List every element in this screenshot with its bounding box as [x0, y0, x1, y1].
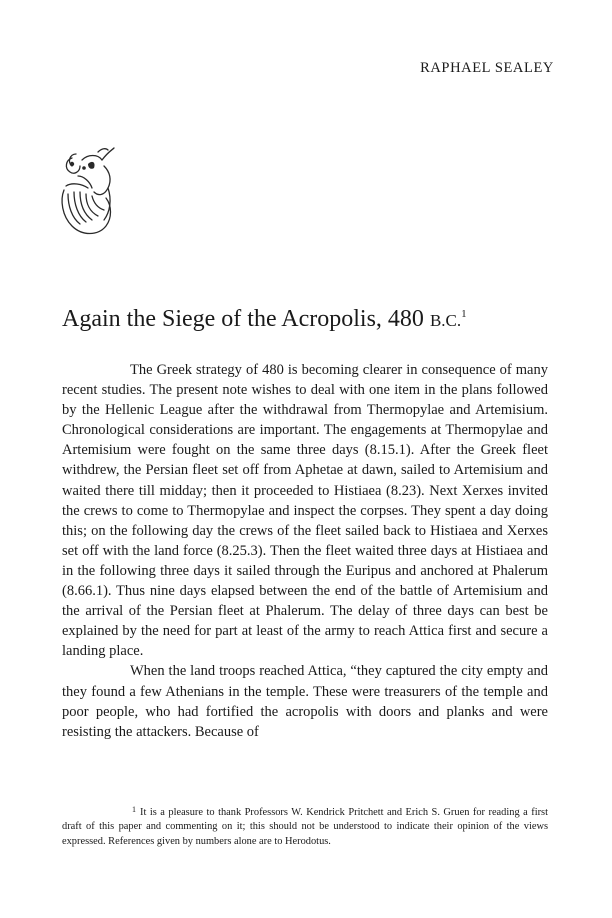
running-header-author: RAPHAEL SEALEY [420, 60, 554, 76]
article-title: Again the Siege of the Acropolis, 480 B.C.$^1$ [62, 306, 467, 332]
title-footnote-mark: 1 [461, 308, 467, 320]
footnote-mark: 1 [132, 805, 136, 814]
article-body [62, 360, 548, 742]
title-era: B.C. [429, 311, 462, 330]
footnote-text: It is a pleasure to thank Professors W. Kendrick Pritchett and Erich S. Gruen for reading a first draft of this paper and commenting on it; this should not be understood to indicate their opinion of the views expressed. References given by numbers alone are to Herodotus. [62, 807, 548, 847]
body-paragraph: When the land troops reached Attica, “they captured the city empty and they found a few Athenians in the temple. These were treasurers of the temple and poor people, who had fortified the acropolis with doors and planks and were resisting the attackers. Because of [62, 663, 548, 740]
body-paragraph: The Greek strategy of 480 is becoming clearer in consequence of many recent studies. The present note wishes to deal with one item in the plans followed by the Hellenic League after the withdrawal from Thermopylae and Artemisium. Chronological considerations are important. The engagements at Thermopylae and Artemisium were fought on the same three days (8.15.1). After the Greek fleet withdrew, the Persian fleet set off from Aphetae at dawn, sailed to Artemisium and waited there till midday; then it proceeded to Histiaea (8.23). Next Xerxes invited the crews to come to Thermopylae and inspect the corpses. They spent a day doing this; on the following day the crews of the fleet sailed back to Histiaea and Xerxes set off with the land force (8.25.3). Then the fleet waited three days at Histiaea and in the following three days it sailed through the Euripus and anchored at Phalerum (8.66.1). Thus nine days elapsed between the end of the battle of Artemisium and the arrival of the Persian fleet at Phalerum. The delay of three days can best be explained by the need for part at least of the army to reach Attica first and secure a landing place. [62, 362, 548, 660]
acanthus-ornament-icon [58, 146, 120, 242]
footnote [62, 803, 548, 849]
